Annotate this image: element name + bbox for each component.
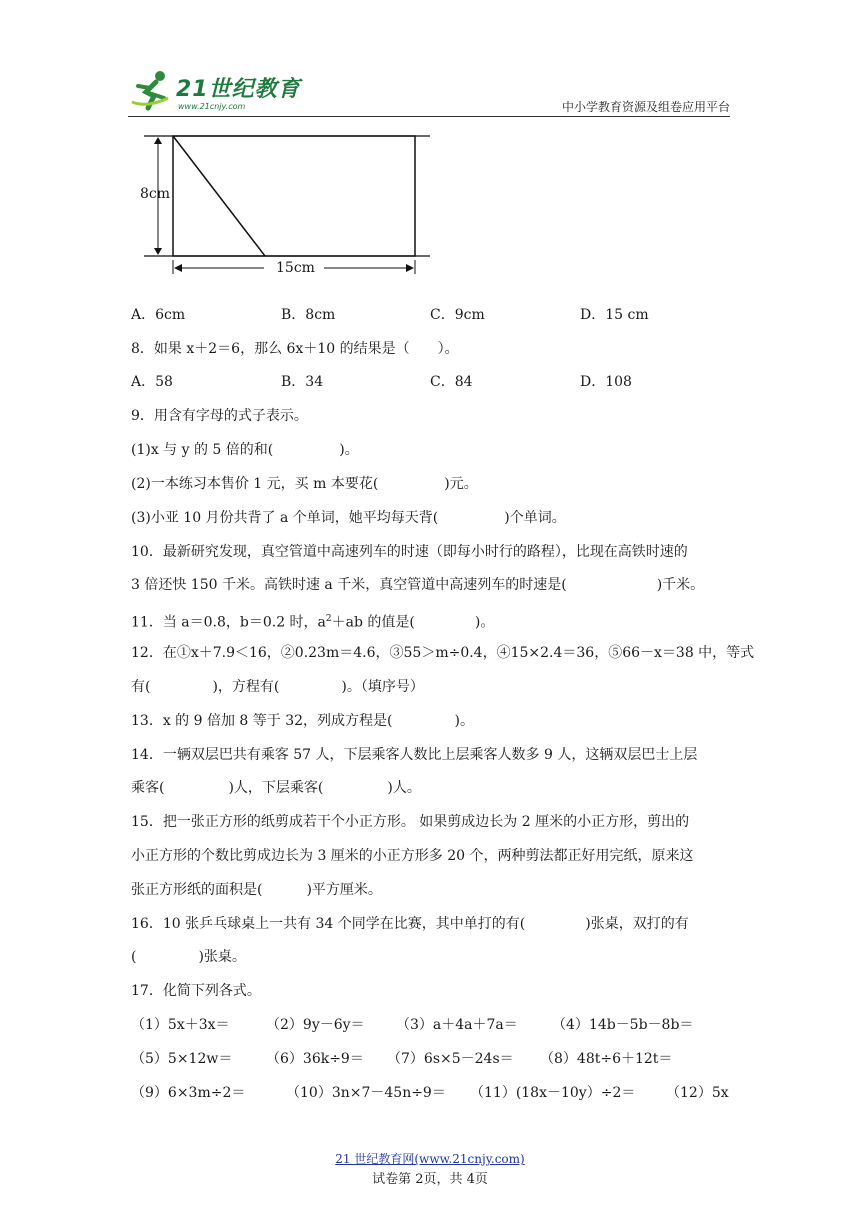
q10-line-1: 10．最新研究发现，真空管道中高速列车的时速（即每小时行的路程），比现在高铁时速的 bbox=[131, 544, 688, 560]
q9-part-3-post: )个单词。 bbox=[504, 510, 566, 526]
q17-item-7: （7）6s×5－24s＝ bbox=[387, 1051, 514, 1067]
q14-line-2-b: )人，下层乘客( bbox=[228, 780, 324, 796]
q17-item-12: （12）5x bbox=[666, 1085, 729, 1101]
height-label: 8cm bbox=[140, 186, 171, 202]
q9-part-3-pre: (3)小亚 10 月份共背了 a 个单词，她平均每天背( bbox=[131, 510, 439, 526]
q8-option-a: A．58 bbox=[131, 374, 173, 390]
q17-item-10: （10）3n×7－45n÷9＝ bbox=[286, 1085, 446, 1101]
q17-item-9: （9）6×3m÷2＝ bbox=[131, 1085, 246, 1101]
q10-line-2-pre: 3 倍还快 150 千米。高铁时速 a 千米，真空管道中高速列车的时速是( bbox=[131, 577, 567, 593]
header-divider bbox=[128, 116, 730, 117]
q17-item-1: （1）5x＋3x＝ bbox=[131, 1017, 230, 1033]
q16-line-2-pre: ( bbox=[131, 949, 137, 965]
q12-line-2-c: )。（填序号） bbox=[341, 679, 424, 695]
q13-pre: 13．x 的 9 倍加 8 等于 32，列成方程是( bbox=[131, 713, 393, 729]
q9-text: 9．用含有字母的式子表示。 bbox=[131, 408, 308, 424]
q15-line-3-post: )平方厘米。 bbox=[306, 882, 382, 898]
q17-item-4: （4）14b－5b－8b＝ bbox=[552, 1017, 694, 1033]
q13-post: )。 bbox=[454, 713, 474, 729]
q9-part-1-pre: (1)x 与 y 的 5 倍的和( bbox=[131, 442, 274, 458]
q17-item-8: （8）48t÷6＋12t＝ bbox=[540, 1051, 673, 1067]
q15-line-3 bbox=[131, 879, 382, 901]
q16-line-1 bbox=[131, 913, 689, 935]
q8-option-b: B．34 bbox=[281, 374, 324, 390]
q11-superscript: 2 bbox=[325, 614, 332, 624]
q17-item-5: （5）5×12w＝ bbox=[131, 1051, 233, 1067]
q16-line-1-pre: 16．10 张乒乓球桌上一共有 34 个同学在比赛，其中单打的有( bbox=[131, 916, 526, 932]
width-label: 15cm bbox=[276, 260, 315, 276]
q8-option-d: D．108 bbox=[580, 374, 632, 390]
logo bbox=[128, 68, 301, 114]
q13-text bbox=[131, 710, 474, 732]
q11-text bbox=[131, 608, 494, 634]
q16-line-2 bbox=[131, 946, 246, 968]
q9-part-1 bbox=[131, 439, 359, 461]
logo-text: 21世纪教育 bbox=[176, 77, 301, 102]
q17-item-2: （2）9y－6y＝ bbox=[266, 1017, 365, 1033]
logo-url: www.21cnjy.com bbox=[178, 102, 246, 111]
q8-option-c: C．84 bbox=[430, 374, 473, 390]
footer-website-link[interactable]: 21 世纪教育网(www.21cnjy.com) bbox=[335, 1152, 525, 1166]
q8-text: 8．如果 x＋2＝6，那么 6x＋10 的结果是（ ）。 bbox=[131, 341, 459, 357]
q9-part-3 bbox=[131, 507, 566, 529]
q16-line-2-post: )张桌。 bbox=[198, 949, 246, 965]
q9-part-1-post: )。 bbox=[339, 442, 359, 458]
q7-option-d: D．15 cm bbox=[580, 307, 649, 323]
q14-line-2-a: 乘客( bbox=[131, 780, 165, 796]
q17-item-3: （3）a＋4a＋7a＝ bbox=[396, 1017, 518, 1033]
q9-part-2-post: )元。 bbox=[444, 476, 478, 492]
q7-option-b: B．8cm bbox=[281, 307, 336, 323]
q14-line-2-c: )人。 bbox=[387, 780, 421, 796]
rectangle-figure bbox=[134, 128, 434, 280]
q7-option-a: A．6cm bbox=[131, 307, 186, 323]
q15-line-2: 小正方形的个数比剪成边长为 3 厘米的小正方形多 20 个，两种剪法都正好用完纸，原来这 bbox=[131, 848, 694, 864]
q7-option-c: C．9cm bbox=[430, 307, 485, 323]
q11-pre: 11．当 a＝0.8，b＝0.2 时，a bbox=[131, 614, 326, 631]
q16-line-1-post: )张桌，双打的有 bbox=[585, 916, 689, 932]
q10-line-2-post: )千米。 bbox=[656, 577, 705, 593]
q10-line-2 bbox=[131, 574, 704, 596]
runner-logo-icon bbox=[128, 68, 174, 114]
q9-part-2 bbox=[131, 473, 478, 495]
q12-line-2-a: 有( bbox=[131, 679, 151, 695]
q12-line-2-b: )，方程有( bbox=[212, 679, 280, 695]
q12-line-2 bbox=[131, 676, 424, 698]
footer-page-number: 试卷第 2页，共 4页 bbox=[372, 1172, 488, 1187]
q12-line-1: 12．在①x＋7.9＜16，②0.23m＝4.6，③55＞m÷0.4，④15×2.4＝36，⑤66－x＝38 中，等式 bbox=[131, 645, 755, 661]
q15-line-1: 15．把一张正方形的纸剪成若干个小正方形。 如果剪成边长为 2 厘米的小正方形，剪出的 bbox=[131, 814, 690, 830]
page-header bbox=[128, 62, 730, 118]
q9-part-2-pre: (2)一本练习本售价 1 元，买 m 本要花( bbox=[131, 476, 379, 492]
q17-item-6: （6）36k÷9＝ bbox=[266, 1051, 364, 1067]
q14-line-2 bbox=[131, 777, 421, 799]
q11-mid: ＋ab 的值是( bbox=[331, 614, 415, 631]
header-platform-text: 中小学教育资源及组卷应用平台 bbox=[561, 100, 730, 114]
q14-line-1: 14．一辆双层巴共有乘客 57 人，下层乘客人数比上层乘客人数多 9 人，这辆双层巴士上层 bbox=[131, 747, 698, 763]
q15-line-3-pre: 张正方形纸的面积是( bbox=[131, 882, 263, 898]
q11-post: )。 bbox=[474, 614, 495, 631]
q17-item-11: （11）(18x－10y）÷2＝ bbox=[470, 1085, 636, 1101]
q17-text: 17．化简下列各式。 bbox=[131, 983, 261, 999]
